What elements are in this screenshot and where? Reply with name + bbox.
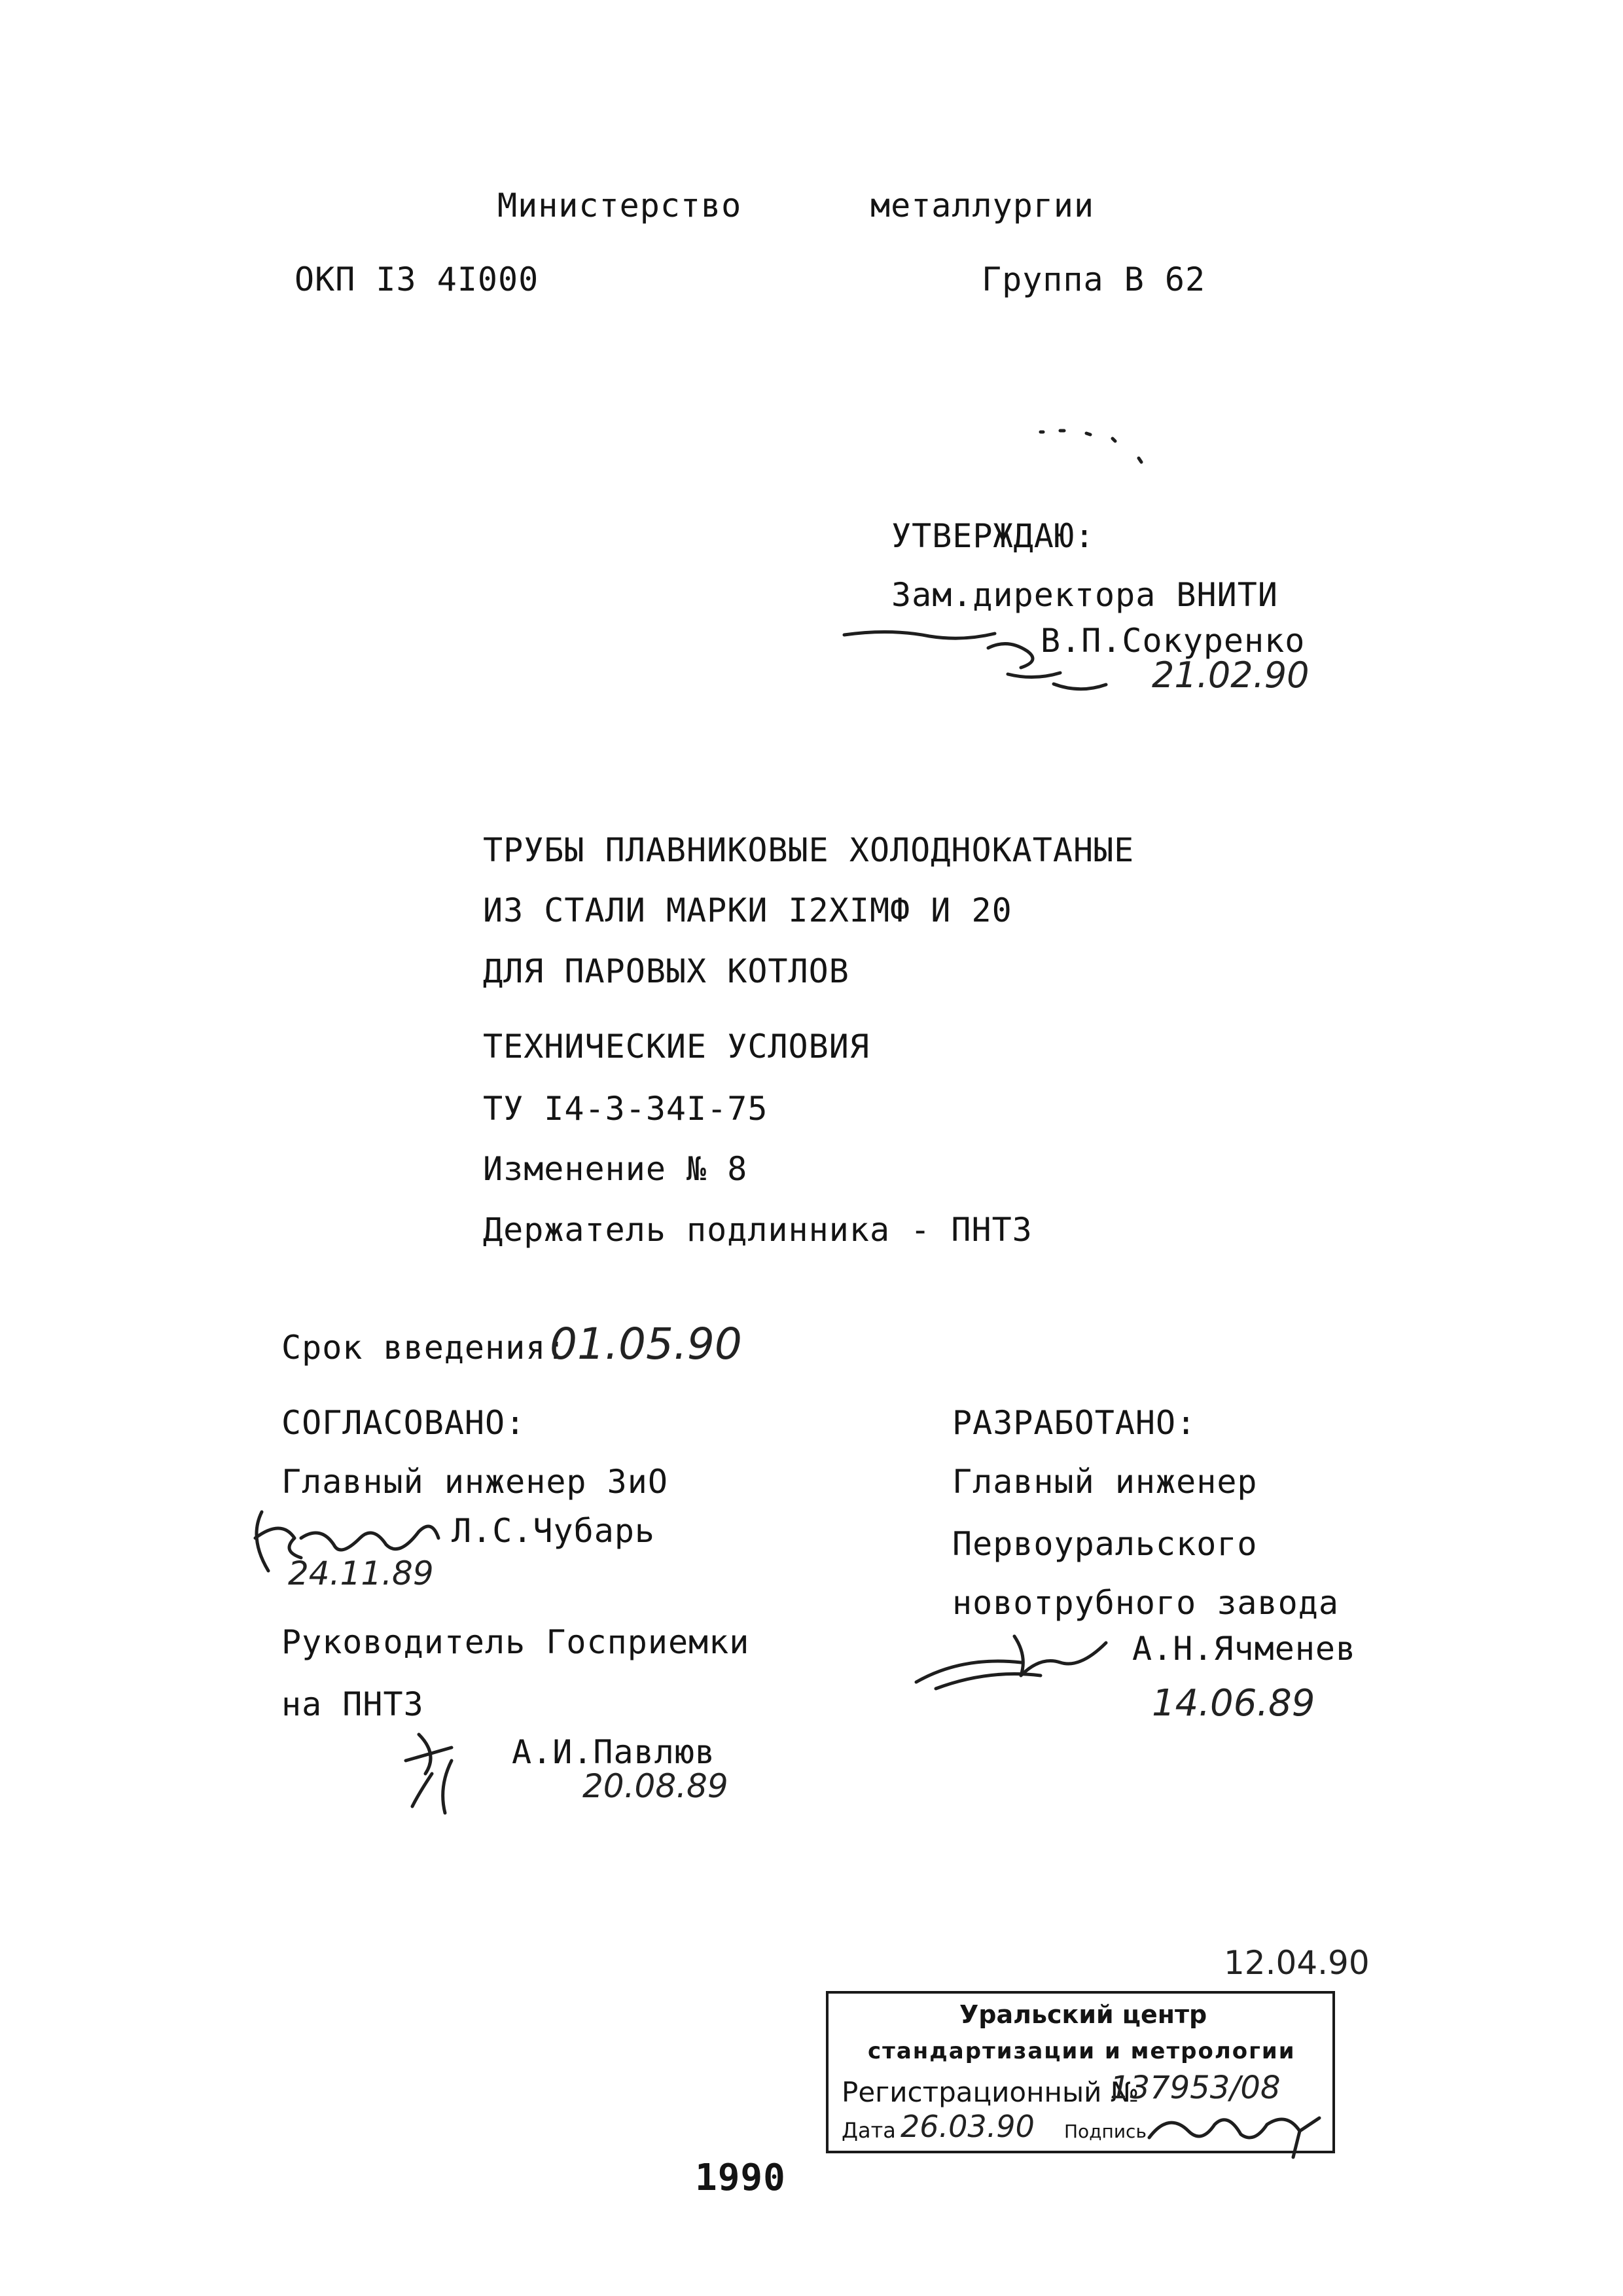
agreed-person1-position: Главный инженер ЗиО <box>281 1463 668 1501</box>
document-type: ТЕХНИЧЕСКИЕ УСЛОВИЯ <box>483 1028 870 1066</box>
stamp-sign-label: Подпись <box>1064 2121 1147 2142</box>
agreed-person1-date: 24.11.89 <box>288 1554 434 1592</box>
approval-heading: УТВЕРЖДАЮ: <box>891 517 1096 555</box>
stamp-reg-number: 137953/08 <box>1110 2070 1281 2106</box>
change-number: Изменение № 8 <box>483 1150 748 1188</box>
developed-heading: РАЗРАБОТАНО: <box>952 1404 1197 1442</box>
stamp-line-2: стандартизации и метрологии <box>868 2038 1296 2064</box>
agreed-person2-date: 20.08.89 <box>582 1767 728 1805</box>
approval-signature <box>838 622 1178 707</box>
approval-date: 21.02.90 <box>1152 655 1310 696</box>
agreed-person1-name: Л.С.Чубарь <box>452 1512 656 1550</box>
ministry-label: Министерство <box>497 187 742 224</box>
okp-code: ОКП I3 4I000 <box>294 260 539 298</box>
agreed-person2-name: А.И.Павлюв <box>512 1733 716 1771</box>
group-code: Группа В 62 <box>982 260 1206 298</box>
ministry-field: металлургии <box>870 187 1095 224</box>
developed-position-1: Главный инженер <box>952 1463 1258 1501</box>
agreed-heading: СОГЛАСОВАНО: <box>281 1404 526 1442</box>
stamp-signature <box>1143 2105 1326 2157</box>
registration-stamp <box>826 1991 1335 2153</box>
agreed-person2-position-2: на ПНТЗ <box>281 1685 424 1723</box>
footer-year: 1990 <box>695 2157 786 2199</box>
developed-name: А.Н.Ячменев <box>1132 1630 1357 1668</box>
developed-signature <box>910 1617 1126 1702</box>
effective-label: Срок введения: <box>281 1329 567 1367</box>
approval-seal-dots <box>1034 419 1165 484</box>
original-holder: Держатель подлинника - ПНТЗ <box>483 1211 1033 1249</box>
agreed-person2-signature <box>393 1721 478 1820</box>
approval-name: В.П.Сокуренко <box>1041 622 1306 660</box>
developed-position-2: Первоуральского <box>952 1525 1258 1563</box>
document-number: ТУ I4-3-34I-75 <box>483 1090 768 1128</box>
agreed-person1-signature <box>242 1499 452 1590</box>
agreed-person2-position-1: Руководитель Госприемки <box>281 1623 750 1661</box>
stamp-reg-label: Регистрационный № <box>842 2076 1139 2108</box>
approval-position: Зам.директора ВНИТИ <box>891 576 1278 614</box>
stamp-date-value: 26.03.90 <box>901 2109 1035 2144</box>
developed-date: 14.06.89 <box>1152 1682 1315 1725</box>
title-line-3: ДЛЯ ПАРОВЫХ КОТЛОВ <box>483 952 849 990</box>
stamp-date-label: Дата <box>842 2118 896 2143</box>
title-line-2: ИЗ СТАЛИ МАРКИ I2ХIМФ И 20 <box>483 891 1012 929</box>
title-line-1: ТРУБЫ ПЛАВНИКОВЫЕ ХОЛОДНОКАТАНЫЕ <box>483 831 1135 869</box>
stamp-line-1: Уральский центр <box>959 2000 1207 2029</box>
stamp-top-date: 12.04.90 <box>1224 1944 1370 1982</box>
developed-position-3: новотрубного завода <box>952 1584 1339 1622</box>
effective-date: 01.05.90 <box>550 1319 742 1369</box>
